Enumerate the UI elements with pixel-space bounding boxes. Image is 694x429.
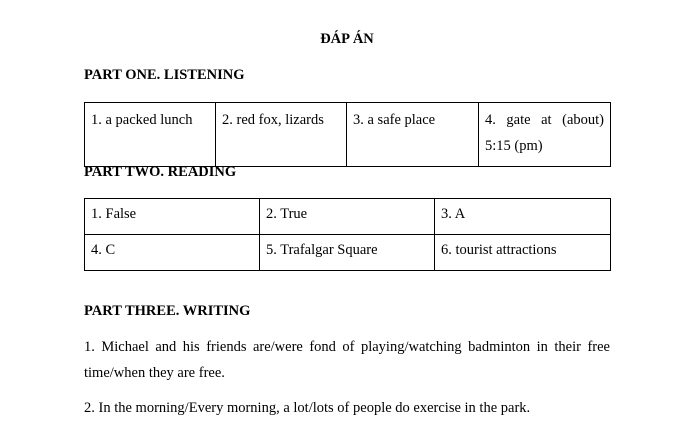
table-cell: 2. red fox, lizards	[216, 103, 347, 167]
table-row	[85, 235, 611, 271]
table-cell: 4. C	[85, 235, 260, 271]
part-one-heading: PART ONE. LISTENING	[84, 67, 245, 83]
writing-answer-1: 1. Michael and his friends are/were fond of playing/watching badminton in their free time/when they are free.	[84, 339, 610, 381]
writing-answer-2: 2. In the morning/Every morning, a lot/lots of people do exercise in the park.	[84, 400, 531, 416]
part-two-heading: PART TWO. READING	[84, 164, 237, 180]
table-cell: 3. a safe place	[347, 103, 479, 167]
table-cell: 2. True	[260, 199, 435, 235]
table-cell: 1. False	[85, 199, 260, 235]
table-cell: 4. gate at (about) 5:15 (pm)	[479, 103, 611, 167]
page-title: ĐÁP ÁN	[320, 31, 374, 47]
reading-answer-table	[84, 198, 611, 271]
part-three-heading: PART THREE. WRITING	[84, 303, 251, 319]
table-cell: 6. tourist attractions	[435, 235, 611, 271]
table-cell: 3. A	[435, 199, 611, 235]
table-cell: 1. a packed lunch	[85, 103, 216, 167]
table-cell: 5. Trafalgar Square	[260, 235, 435, 271]
table-row	[85, 199, 611, 235]
table-row	[85, 103, 611, 167]
listening-answer-table	[84, 102, 611, 167]
